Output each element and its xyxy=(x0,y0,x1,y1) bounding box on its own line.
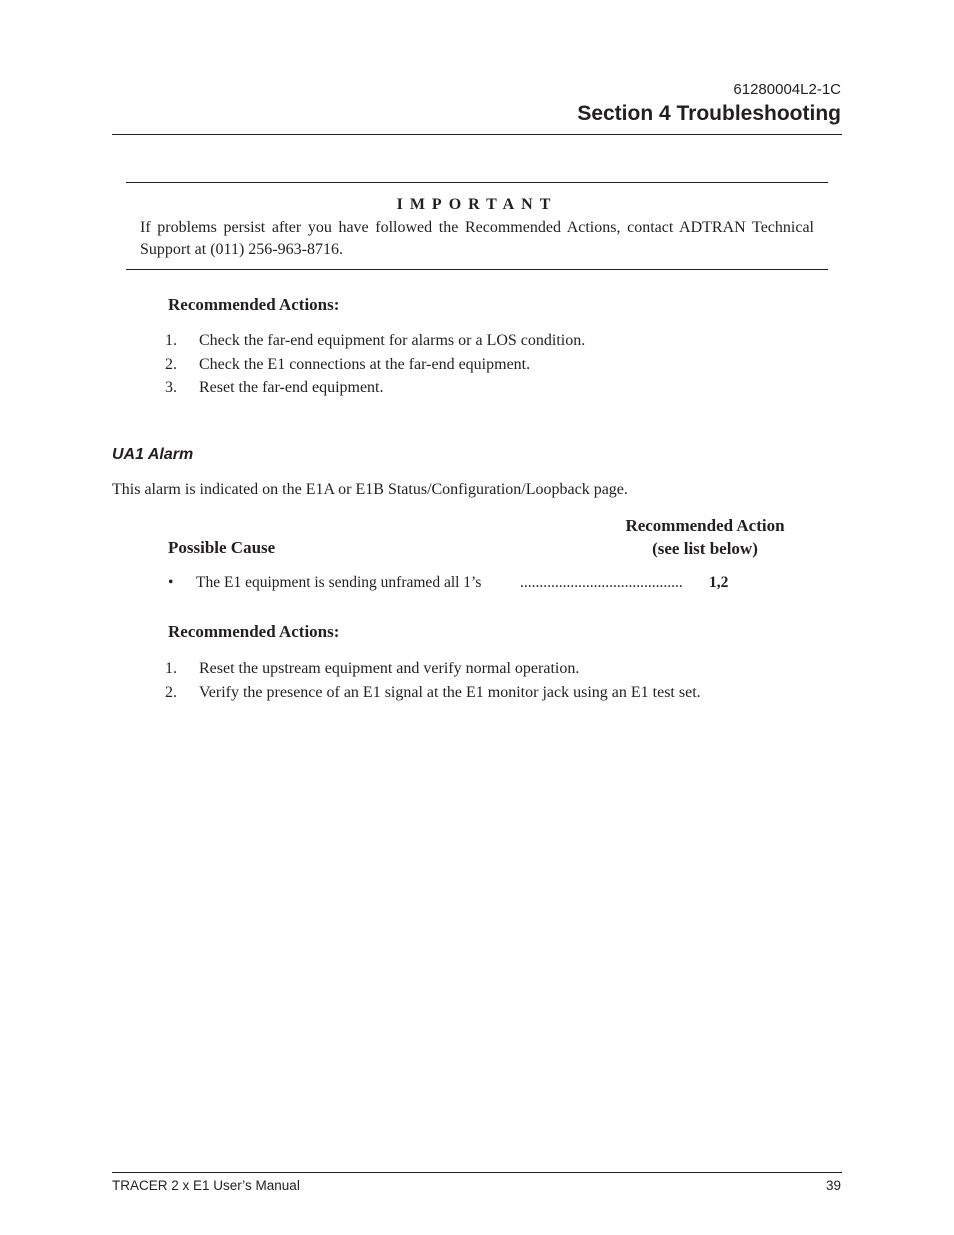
list-item-text: Verify the presence of an E1 signal at the E1 monitor jack using an E1 test set. xyxy=(199,683,701,701)
alarm-description: This alarm is indicated on the E1A or E1B Status/Configuration/Loopback page. xyxy=(112,481,628,498)
footer-manual-title: TRACER 2 x E1 User’s Manual xyxy=(112,1178,300,1193)
important-title: IMPORTANT xyxy=(396,196,558,213)
recommended-action-header-line2: (see list below) xyxy=(652,539,758,558)
list-item-number: 1. xyxy=(165,660,177,677)
list-item-number: 3. xyxy=(165,379,177,396)
recommended-action-header xyxy=(612,514,798,560)
dot-leader: .......................................... xyxy=(520,574,683,591)
bullet: • xyxy=(168,574,174,591)
header-divider xyxy=(112,134,842,135)
page-number: 39 xyxy=(825,1178,841,1193)
recommended-actions-heading: Recommended Actions: xyxy=(168,295,340,314)
recommended-actions-heading: Recommended Actions: xyxy=(168,622,340,641)
list-item-number: 2. xyxy=(165,355,177,373)
document-number: 61280004L2-1C xyxy=(733,81,841,98)
list-item-number: 1. xyxy=(165,332,177,349)
subsection-title: UA1 Alarm xyxy=(112,446,194,463)
list-item-text: Check the far-end equipment for alarms or a LOS condition. xyxy=(199,332,586,349)
important-text: If problems persist after you have followed the Recommended Actions, contact ADTRAN Technical Support at (011) 256-963-8716. xyxy=(140,219,814,258)
section-title: Section 4 Troubleshooting xyxy=(577,102,841,125)
recommended-action-header-line1: Recommended Action xyxy=(625,516,785,535)
possible-cause-header: Possible Cause xyxy=(168,538,276,557)
footer-divider xyxy=(112,1172,842,1173)
cause-text: The E1 equipment is sending unframed all 1’s xyxy=(196,574,482,591)
action-reference: 1,2 xyxy=(709,574,729,591)
important-notice xyxy=(126,182,828,270)
list-item-text: Check the E1 connections at the far-end equipment. xyxy=(199,355,531,373)
list-item-text: Reset the far-end equipment. xyxy=(199,379,384,396)
list-item-number: 2. xyxy=(165,683,177,701)
list-item-text: Reset the upstream equipment and verify normal operation. xyxy=(199,660,580,677)
